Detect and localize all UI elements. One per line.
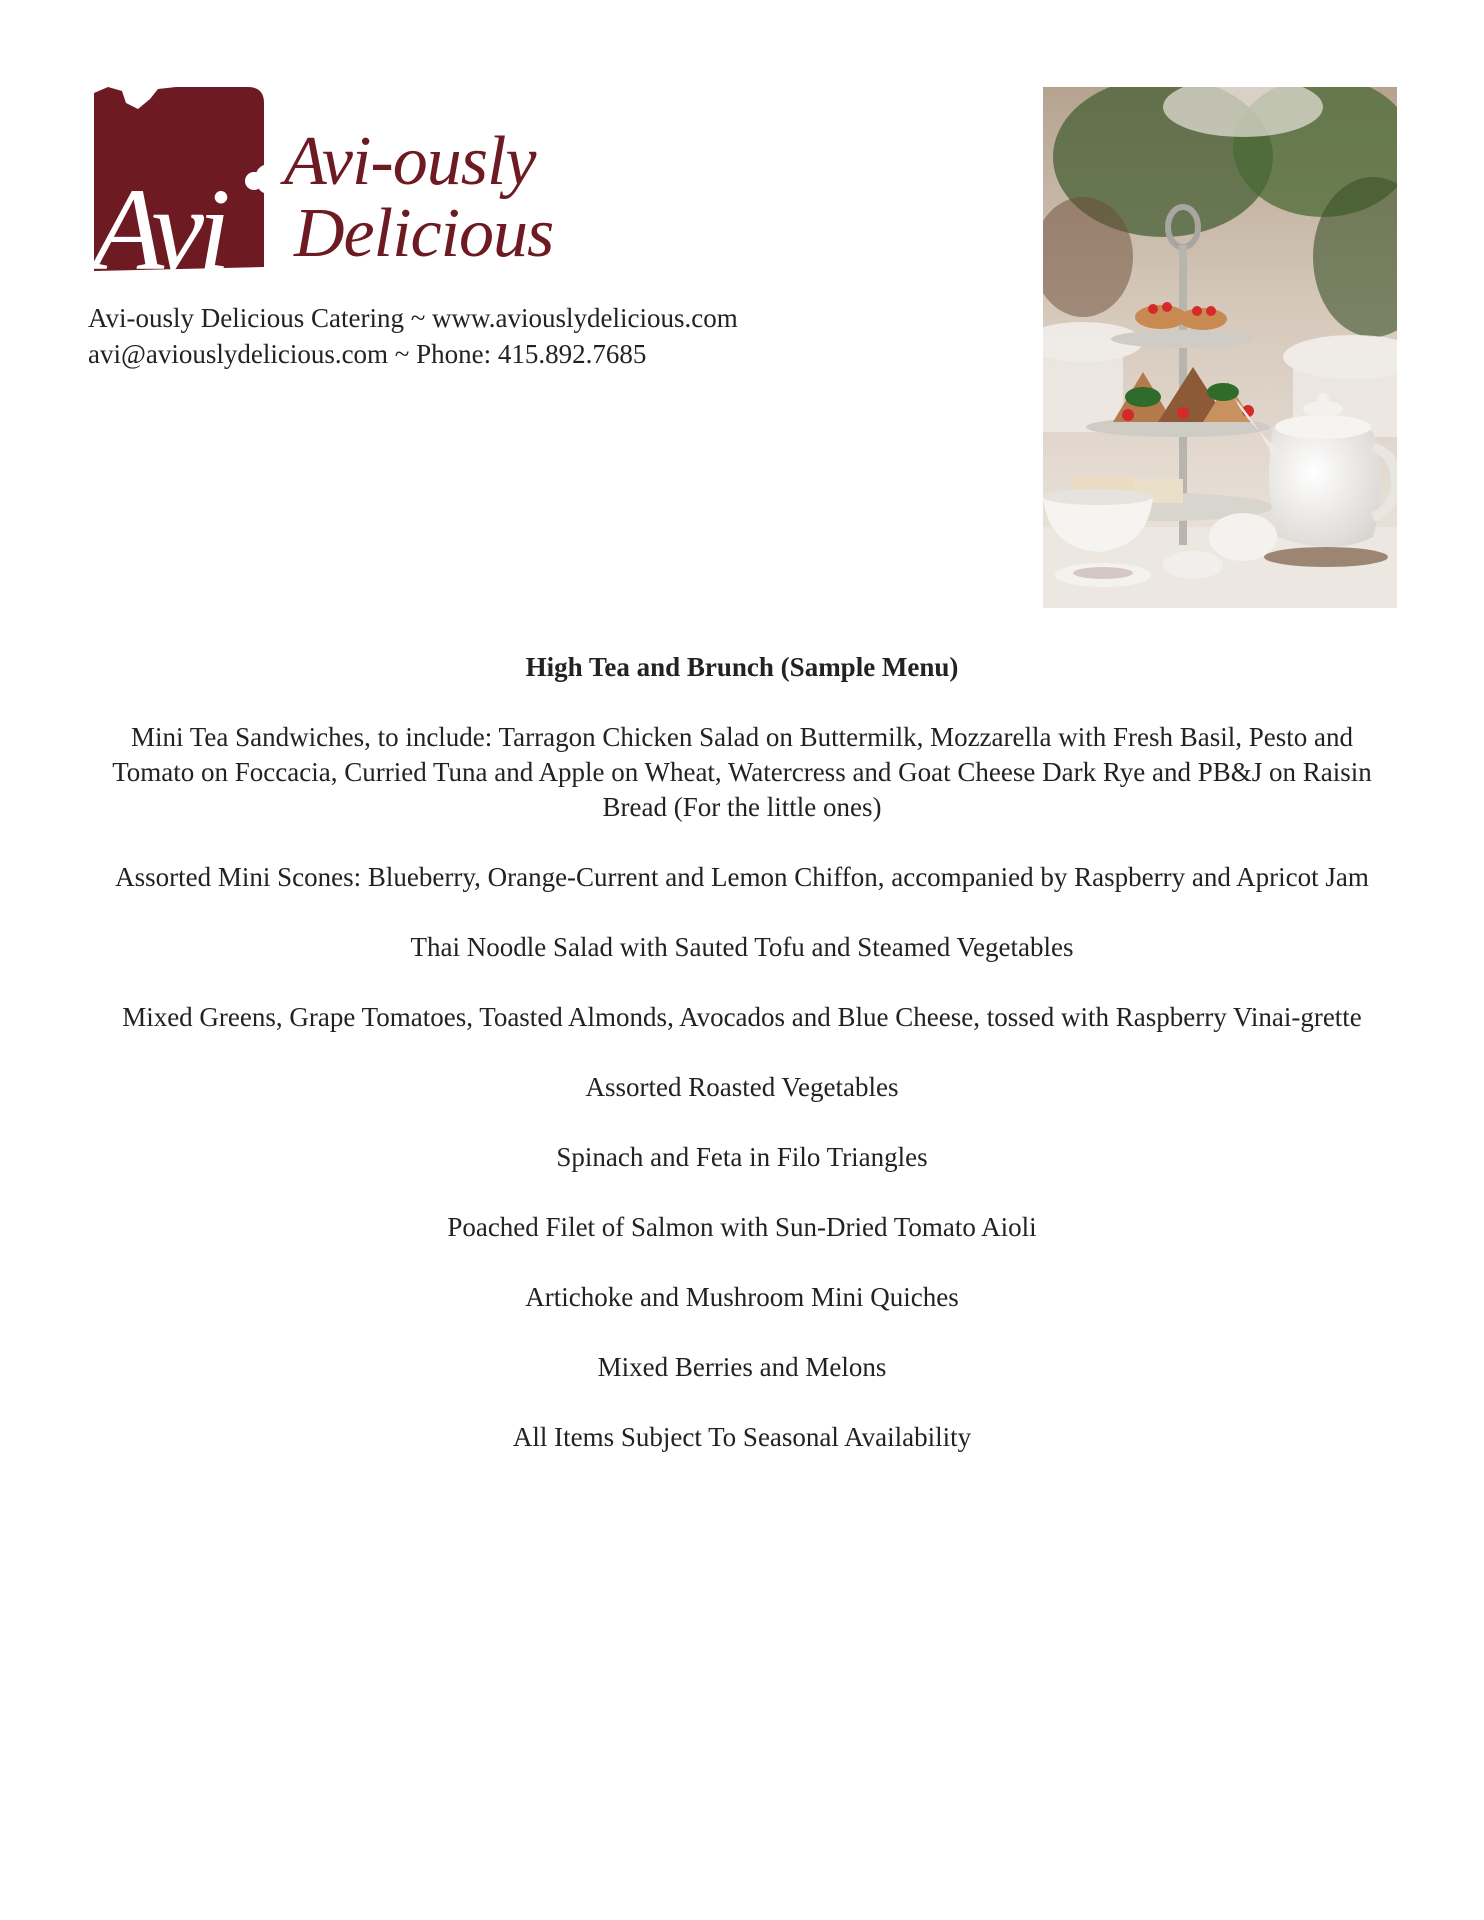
contact-line-email-phone: avi@aviouslydelicious.com ~ Phone: 415.892.7685 xyxy=(88,339,647,369)
menu-item-thai-noodle-salad: Thai Noodle Salad with Sauted Tofu and Steamed Vegetables xyxy=(410,932,1074,962)
logo-wordmark-line2: Delicious xyxy=(294,195,554,272)
menu-note-seasonal: All Items Subject To Seasonal Availability xyxy=(512,1422,972,1452)
menu-title: High Tea and Brunch (Sample Menu) xyxy=(525,652,959,682)
menu-item-salmon: Poached Filet of Salmon with Sun-Dried Tomato Aioli xyxy=(447,1212,1037,1242)
menu-item-berries-melons: Mixed Berries and Melons xyxy=(597,1352,887,1382)
logo-wordmark-line1: Avi-ously xyxy=(284,123,536,200)
menu-item-mini-scones: Assorted Mini Scones: Blueberry, Orange-Current and Lemon Chiffon, accompanied by Raspberry and Apricot Jam xyxy=(115,862,1369,892)
high-tea-photo xyxy=(1043,87,1397,608)
avi-monogram-logo xyxy=(88,85,268,275)
company-logo xyxy=(88,85,554,275)
menu-item-mixed-greens: Mixed Greens, Grape Tomatoes, Toasted Almonds, Avocados and Blue Cheese, tossed with Raspberry Vinai-grette xyxy=(122,1002,1362,1032)
sample-menu xyxy=(88,650,1396,1490)
menu-item-mini-quiches: Artichoke and Mushroom Mini Quiches xyxy=(525,1282,959,1312)
menu-item-tea-sandwiches: Mini Tea Sandwiches, to include: Tarragon Chicken Salad on Buttermilk, Mozzarella with Fresh Basil, Pesto and Tomato on Foccacia, Curried Tuna and Apple on Wheat, Watercress and Goat Cheese Dark Rye and PB&J on Raisin Bread (For the little ones) xyxy=(112,722,1372,822)
svg-text:Avi: Avi xyxy=(92,164,225,275)
tea-stand-illustration xyxy=(1043,87,1397,608)
contact-line-website: Avi-ously Delicious Catering ~ www.aviouslydelicious.com xyxy=(88,303,738,333)
contact-info xyxy=(88,300,738,372)
menu-item-roasted-vegetables: Assorted Roasted Vegetables xyxy=(585,1072,899,1102)
menu-item-spinach-feta: Spinach and Feta in Filo Triangles xyxy=(556,1142,928,1172)
